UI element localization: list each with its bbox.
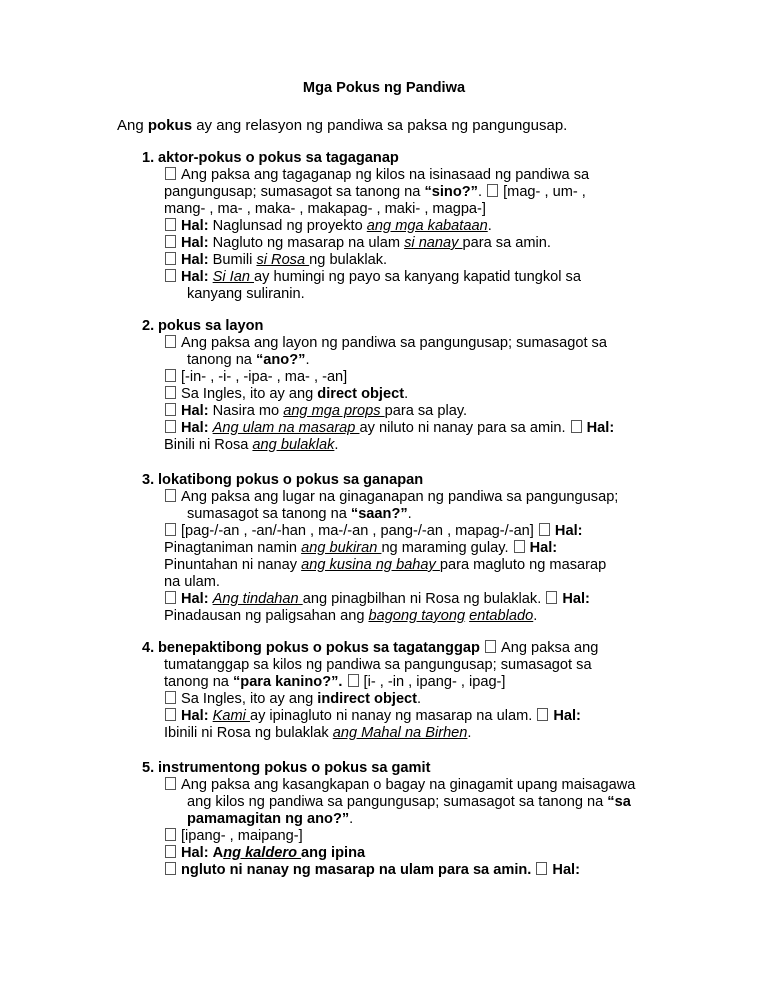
- example-line: ngluto ni nanay ng masarap na ulam para sa amin. Hal:: [142, 862, 662, 879]
- example-line-cont: na ulam.: [164, 574, 220, 590]
- bullet-box-icon: [165, 862, 176, 875]
- example-line: Hal: Bumili si Rosa ng bulaklak.: [142, 252, 662, 269]
- bullet-box-icon: [165, 845, 176, 858]
- bullet-box-icon: [165, 167, 176, 180]
- bullet-box-icon: [514, 540, 525, 553]
- definition-line: tanong na “para kanino?”. [i- , -in , ipang- , ipag-]: [164, 674, 506, 690]
- section-pokus-sa-layon: [142, 318, 662, 454]
- example-line: Hal: Si Ian ay humingi ng payo sa kanyang kapatid tungkol sa: [142, 269, 662, 286]
- intro-paragraph: [117, 117, 567, 134]
- example-line: Pinuntahan ni nanay ang kusina ng bahay para magluto ng masarap: [164, 557, 607, 573]
- example-line: Pinadausan ng paligsahan ang bagong tayong entablado.: [164, 608, 538, 624]
- definition-line: tanong na “ano?”.: [187, 352, 310, 368]
- definition-line: Ang paksa ang kasangkapan o bagay na ginagamit upang maisagawa: [142, 777, 662, 794]
- bullet-box-icon: [165, 708, 176, 721]
- english-line: Sa Ingles, ito ay ang direct object.: [142, 386, 662, 403]
- english-line: Sa Ingles, ito ay ang indirect object.: [142, 691, 662, 708]
- definition-line: tumatanggap sa kilos ng pandiwa sa pangungusap; sumasagot sa: [164, 657, 592, 673]
- section-heading: 5. instrumentong pokus o pokus sa gamit: [142, 760, 431, 776]
- bullet-box-icon: [165, 386, 176, 399]
- definition-line: Ang paksa ang layon ng pandiwa sa pangungusap; sumasagot sa: [142, 335, 662, 352]
- section-heading: 4. benepaktibong pokus o pokus sa tagatanggap Ang paksa ang: [142, 640, 599, 656]
- intro-term: pokus: [147, 117, 193, 134]
- bullet-box-icon: [165, 403, 176, 416]
- example-line: Hal: Naglunsad ng proyekto ang mga kabataan.: [142, 218, 662, 235]
- bullet-box-icon: [165, 369, 176, 382]
- bullet-box-icon: [539, 523, 550, 536]
- bullet-box-icon: [165, 489, 176, 502]
- intro-text: Ang: [117, 117, 148, 134]
- page-title: Mga Pokus ng Pandiwa: [302, 80, 466, 96]
- section-instrumentong-pokus: [142, 760, 662, 879]
- example-line: Hal: Nasira mo ang mga props para sa play.: [142, 403, 662, 420]
- section-benepaktibong-pokus: [142, 640, 662, 742]
- section-aktor-pokus: [142, 150, 662, 303]
- bullet-box-icon: [165, 235, 176, 248]
- bullet-box-icon: [165, 777, 176, 790]
- affix-line: [ipang- , maipang-]: [142, 828, 662, 845]
- bullet-box-icon: [485, 640, 496, 653]
- affix-line: [pag-/-an , -an/-han , ma-/-an , pang-/-an , mapag-/-an] Hal:: [142, 523, 662, 540]
- definition-line: Ang paksa ang lugar na ginaganapan ng pandiwa sa pangungusap;: [142, 489, 662, 506]
- definition-line: pamamagitan ng ano?”.: [187, 811, 354, 827]
- example-line: Hal: Nagluto ng masarap na ulam si nanay para sa amin.: [142, 235, 662, 252]
- affix-line: [-in- , -i- , -ipa- , ma- , -an]: [142, 369, 662, 386]
- definition-line: Ang paksa ang tagaganap ng kilos na isinasaad ng pandiwa sa: [142, 167, 662, 184]
- definition-line: ang kilos ng pandiwa sa pangungusap; sumasagot sa tanong na “sa: [187, 794, 631, 810]
- example-line-cont: kanyang suliranin.: [187, 286, 305, 302]
- affix-line: mang- , ma- , maka- , makapag- , maki- , magpa-]: [164, 201, 486, 217]
- bullet-box-icon: [165, 691, 176, 704]
- section-heading: 2. pokus sa layon: [142, 318, 264, 334]
- bullet-box-icon: [165, 828, 176, 841]
- section-heading: 3. lokatibong pokus o pokus sa ganapan: [142, 472, 424, 488]
- section-lokatibong-pokus: [142, 472, 662, 625]
- section-heading: 1. aktor-pokus o pokus sa tagaganap: [142, 150, 399, 166]
- bullet-box-icon: [571, 420, 582, 433]
- bullet-box-icon: [348, 674, 359, 687]
- definition-line: pangungusap; sumasagot sa tanong na “sino?”. [mag- , um- ,: [164, 184, 586, 200]
- bullet-box-icon: [165, 335, 176, 348]
- bullet-box-icon: [165, 591, 176, 604]
- bullet-box-icon: [165, 269, 176, 282]
- bullet-box-icon: [165, 252, 176, 265]
- bullet-box-icon: [165, 218, 176, 231]
- bullet-box-icon: [165, 420, 176, 433]
- bullet-box-icon: [536, 862, 547, 875]
- example-line: Binili ni Rosa ang bulaklak.: [164, 437, 339, 453]
- example-line: Ibinili ni Rosa ng bulaklak ang Mahal na Birhen.: [164, 725, 472, 741]
- example-line: Hal: Kami ay ipinagluto ni nanay ng masarap na ulam. Hal:: [142, 708, 662, 725]
- intro-text-rest: ay ang relasyon ng pandiwa sa paksa ng pangungusap.: [192, 117, 568, 134]
- example-line: Pinagtaniman namin ang bukiran ng maraming gulay. Hal:: [164, 540, 558, 556]
- bullet-box-icon: [546, 591, 557, 604]
- definition-line: sumasagot sa tanong na “saan?”.: [187, 506, 412, 522]
- example-line: Hal: Ang ulam na masarap ay niluto ni nanay para sa amin. Hal:: [142, 420, 662, 437]
- example-line: Hal: Ang tindahan ang pinagbilhan ni Rosa ng bulaklak. Hal:: [142, 591, 662, 608]
- example-line: Hal: Ang kaldero ang ipina: [142, 845, 662, 862]
- bullet-box-icon: [165, 523, 176, 536]
- bullet-box-icon: [537, 708, 548, 721]
- bullet-box-icon: [487, 184, 498, 197]
